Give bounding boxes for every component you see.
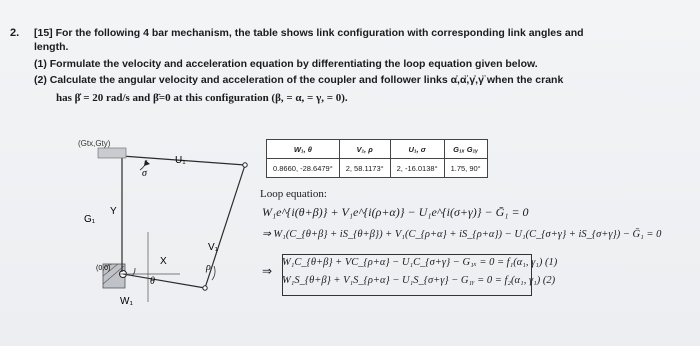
diagram-label-g1: G₁ — [84, 214, 96, 225]
diagram-label-y: Y — [110, 206, 117, 217]
pivot-joint-bottom — [203, 286, 207, 290]
four-bar-mechanism-diagram — [0, 0, 260, 346]
coupler-link-v1 — [205, 165, 245, 288]
crank-link-w1 — [123, 274, 205, 288]
question-item-2: (2) Calculate the angular velocity and acceleration of the coupler and follower links α̇,α̈,γ̇,γ̈ when the crank — [34, 74, 564, 86]
table-cell: 1.75, 90° — [444, 159, 487, 178]
diagram-label-w1: W₁ — [120, 296, 133, 307]
question-text-line2: length. — [34, 41, 69, 53]
loop-equation-expanded: ⇒ W₁(C_{θ+β} + iS_{θ+β}) + V₁(C_{ρ+α} + iS_{ρ+α}) − U₁(C_{σ+γ} + iS_{σ+γ}) − Ḡ₁ = 0 — [262, 229, 662, 240]
loop-equation-title: Loop equation: — [260, 188, 327, 200]
component-equation-2: W₁S_{θ+β} + V₁S_{ρ+α} − U₁S_{σ+γ} − G₁ᵧ = 0 = f₂(α₁, γ₁) (2) — [282, 275, 556, 286]
diagram-label-origin: (0,0) — [96, 265, 111, 272]
rho-arc — [212, 266, 215, 280]
question-number: 2. — [10, 27, 20, 39]
table-cell: 2, -16.0138° — [390, 159, 444, 178]
question-given-conditions: has β̇ = 20 rad/s and β̈=0 at this configuration (β, = α, = γ, = 0). — [56, 92, 348, 104]
table-header-cell: V₁, ρ — [339, 140, 390, 159]
diagram-label-gtx: (Gtx,Gty) — [78, 139, 111, 148]
diagram-label-rho: ρ — [206, 262, 211, 273]
diagram-label-theta: θ — [150, 276, 155, 287]
component-equation-1: W₁C_{θ+β} + VC_{ρ+α} − U₁C_{σ+γ} − G₁ₓ = 0 = f₁(α₁, γ₁) (1) — [282, 257, 558, 268]
theta-arc — [132, 268, 135, 276]
question-item-1: (1) Formulate the velocity and acceleration equation by differentiating the loop equation given below. — [34, 58, 538, 70]
diagram-label-u1: U₁ — [175, 155, 186, 166]
table-cell: 2, 58.1173° — [339, 159, 390, 178]
table-row — [267, 159, 488, 178]
diagram-label-v1: V₁ — [208, 242, 219, 253]
table-header-row — [267, 140, 488, 159]
question-text-line1: [15] For the following 4 bar mechanism, the table shows link configuration with corresponding link angles and — [34, 27, 584, 39]
ground-pivot-top — [98, 148, 126, 158]
table-header-cell: W₁, θ — [267, 140, 340, 159]
diagram-label-sigma: σ — [142, 168, 147, 179]
table-header-cell: G₁ₓ G₁ᵧ — [444, 140, 487, 159]
link-configuration-table — [266, 139, 488, 178]
table-header-cell: U₁, σ — [390, 140, 444, 159]
loop-equation-1: W₁e^{i(θ+β)} + V₁e^{i(ρ+α)} − U₁e^{i(σ+γ)} − Ḡ₁ = 0 — [262, 205, 529, 219]
pivot-joint-top-right — [243, 163, 247, 167]
implies-arrow: ⇒ — [262, 264, 273, 278]
table-cell: 0.8660, -28.6479° — [267, 159, 340, 178]
diagram-label-x: X — [160, 256, 167, 267]
